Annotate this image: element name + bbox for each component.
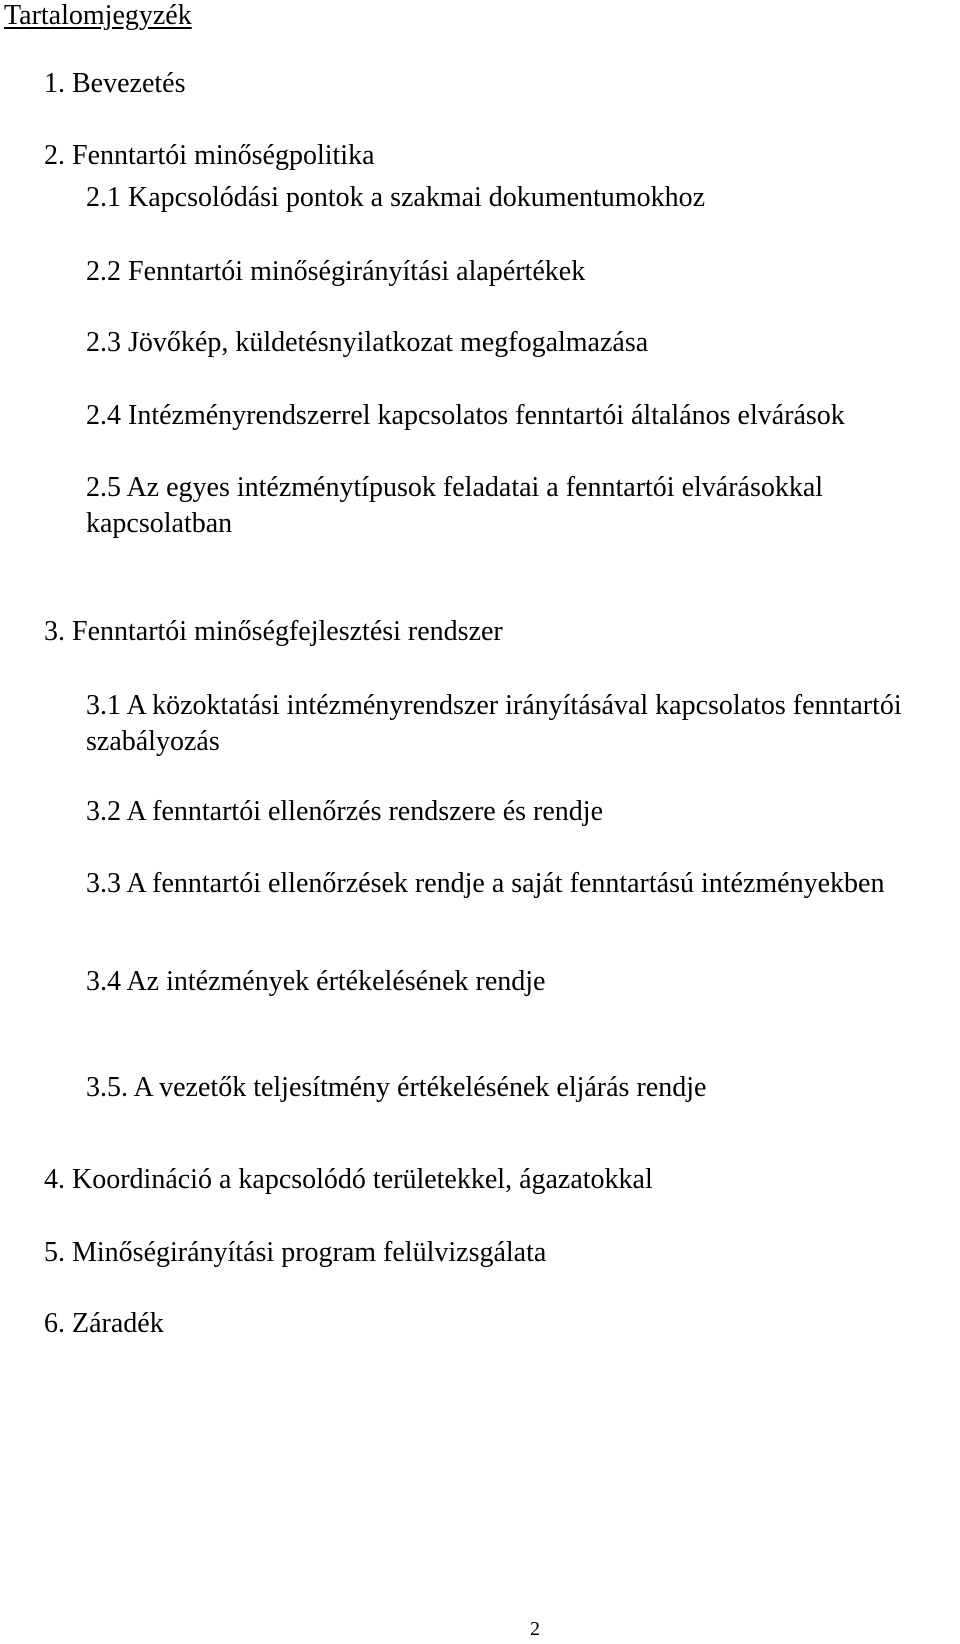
toc-entry-2-1: 2.1 Kapcsolódási pontok a szakmai dokumentumokhoz <box>86 182 705 213</box>
toc-entry-3: 3. Fenntartói minőségfejlesztési rendszer <box>44 616 503 647</box>
toc-entry-5: 5. Minőségirányítási program felülvizsgálata <box>44 1237 547 1268</box>
toc-title: Tartalomjegyzék <box>4 0 192 31</box>
toc-entry-3-4: 3.4 Az intézmények értékelésének rendje <box>86 966 546 997</box>
toc-entry-2-4: 2.4 Intézményrendszerrel kapcsolatos fenntartói általános elvárások <box>86 400 845 431</box>
toc-entry-6: 6. Záradék <box>44 1308 164 1339</box>
toc-entry-2-3: 2.3 Jövőkép, küldetésnyilatkozat megfogalmazása <box>86 327 649 358</box>
toc-entry-1: 1. Bevezetés <box>44 68 186 99</box>
toc-entry-2-2: 2.2 Fenntartói minőségirányítási alapértékek <box>86 256 586 287</box>
toc-entry-4: 4. Koordináció a kapcsolódó területekkel, ágazatokkal <box>44 1164 653 1195</box>
toc-entry-3-2: 3.2 A fenntartói ellenőrzés rendszere és rendje <box>86 796 604 827</box>
toc-entry-2-5: 2.5 Az egyes intézménytípusok feladatai a fenntartói elvárásokkal kapcsolatban <box>86 472 824 539</box>
toc-entry-3-3: 3.3 A fenntartói ellenőrzések rendje a saját fenntartású intézményekben <box>86 868 885 899</box>
toc-entry-2: 2. Fenntartói minőségpolitika <box>44 140 375 171</box>
toc-entry-3-1: 3.1 A közoktatási intézményrendszer irányításával kapcsolatos fenntartói szabályozás <box>86 690 902 757</box>
toc-entry-3-5: 3.5. A vezetők teljesítmény értékelésének eljárás rendje <box>86 1072 707 1103</box>
page-number: 2 <box>530 1618 540 1640</box>
